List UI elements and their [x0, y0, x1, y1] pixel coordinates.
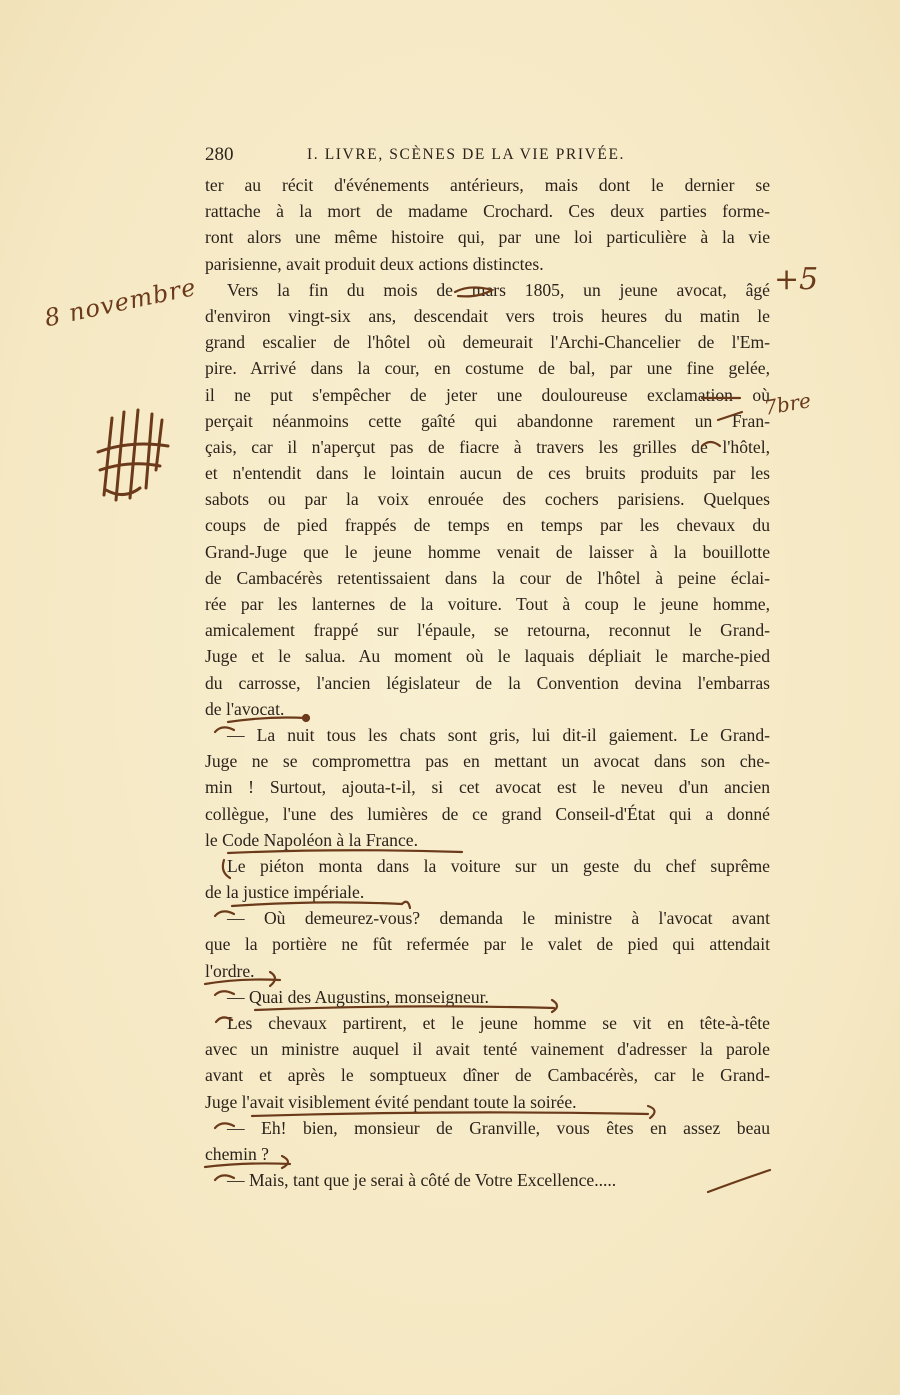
running-head: I. LIVRE, SCÈNES DE LA VIE PRIVÉE.: [307, 146, 626, 163]
text-line: amicalement frappé sur l'épaule, se retourna, reconnut le Grand-: [205, 620, 770, 641]
text-line: Juge l'avait visiblement évité pendant toute la soirée.: [205, 1091, 577, 1112]
text-line: du carrosse, l'ancien législateur de la Convention devina l'embarras: [205, 672, 770, 693]
text-line: rattache à la mort de madame Crochard. Ces deux parties forme-: [205, 201, 770, 222]
mark-hotel: [702, 442, 720, 446]
text-line: avant et après le somptueux dîner de Cambacérès, car le Grand-: [205, 1065, 770, 1086]
text-line: parisienne, avait produit deux actions distinctes.: [205, 253, 544, 274]
text-line: de Cambacérès retentissaient dans la cour de l'hôtel à peine éclai-: [205, 567, 770, 588]
text-line: il ne put s'empêcher de jeter une douloureuse exclamation où: [205, 384, 770, 405]
underline-justice: [232, 902, 402, 906]
text-line: çais, car il n'aperçut pas de fiacre à travers les grilles de l'hôtel,: [205, 436, 770, 457]
para-mark-7: [215, 1175, 234, 1180]
text-line: d'environ vingt-six ans, descendait vers trois heures du matin le: [205, 305, 770, 326]
margin-note-plus5: +5: [774, 262, 819, 297]
trailing-stroke: [708, 1170, 770, 1192]
underline-soiree: [252, 1112, 648, 1116]
text-line: de l'avocat.: [205, 698, 285, 719]
text-line: ront alors une même histoire qui, par une loi particulière à la vie: [205, 227, 770, 248]
text-line: coups de pied frappés de temps en temps par les chevaux du: [205, 515, 770, 536]
text-line: l'ordre.: [205, 960, 255, 981]
text-line: — Mais, tant que je serai à côté de Votre Excellence.....: [227, 1170, 617, 1191]
mark-fran: [718, 412, 742, 420]
text-line: avec un ministre auquel il avait tenté vainement d'adresser la parole: [205, 1039, 770, 1060]
text-line: sabots ou par la voix enrouée des cochers parisiens. Quelques: [205, 489, 770, 510]
para-mark-6: [215, 1123, 234, 1128]
text-line: — La nuit tous les chats sont gris, lui dit-il gaiement. Le Grand-: [227, 724, 770, 745]
underline-avocat: [228, 718, 306, 723]
text-line: Juge ne se compromettra pas en mettant un avocat dans son che-: [205, 751, 770, 772]
text-line: Vers la fin du mois de mars 1805, un jeune avocat, âgé: [227, 279, 770, 300]
underline-quai: [255, 1006, 554, 1010]
text-line: — Où demeurez-vous? demanda le ministre à l'avocat avant: [227, 908, 770, 929]
underline-ordre: [205, 980, 280, 985]
page-number: 280: [205, 144, 234, 165]
text-line: Grand-Juge que le jeune homme venait de laisser à la bouillotte: [205, 541, 770, 562]
text-line: de la justice impériale.: [205, 882, 365, 903]
text-line: — Quai des Augustins, monseigneur.: [227, 986, 489, 1007]
text-line: ter au récit d'événements antérieurs, mais dont le dernier se: [205, 175, 770, 195]
para-mark-5: [216, 1017, 232, 1022]
underline-code: [228, 850, 462, 853]
text-line: collègue, l'une des lumières de ce grand Conseil-d'État qui a donné: [205, 803, 770, 824]
underline-chemin: [205, 1163, 290, 1167]
text-line: min ! Surtout, ajouta-t-il, si cet avocat est le neveu d'un ancien: [205, 777, 770, 798]
text-line: perçait néanmoins cette gaîté qui abandonne rarement un Fran-: [205, 410, 770, 431]
para-mark-4: [215, 991, 234, 995]
para-mark-3: [215, 911, 234, 916]
text-line: — Eh! bien, monsieur de Granville, vous êtes en assez beau: [227, 1117, 770, 1138]
margin-note-date: 8 novembre: [42, 272, 199, 333]
strike-mars: [455, 287, 492, 296]
text-line: Les chevaux partirent, et le jeune homme se vit en tête-à-tête: [227, 1013, 770, 1033]
text-line: que la portière ne fût refermée par le valet de pied qui attendait: [205, 934, 770, 955]
text-line: grand escalier de l'hôtel où demeurait l'Archi-Chancelier de l'Em-: [205, 332, 770, 353]
text-line: et n'entendit dans le lointain aucun de ces bruits produits par les: [205, 463, 770, 484]
text-line: pire. Arrivé dans la cour, en costume de bal, par une fine gelée,: [205, 358, 770, 379]
text-line: Juge et le salua. Au moment où le laquais dépliait le marche-pied: [205, 646, 770, 667]
para-mark-2: [223, 860, 230, 878]
text-line: rée par les lanternes de la voiture. Tout à coup le jeune homme,: [205, 594, 770, 614]
para-mark-1: [215, 727, 234, 732]
text-line: le Code Napoléon à la France.: [205, 829, 418, 850]
margin-note-month: 7bre: [762, 388, 813, 420]
text-line: Le piéton monta dans la voiture sur un geste du chef suprême: [227, 855, 770, 876]
text-line: chemin ?: [205, 1143, 269, 1164]
